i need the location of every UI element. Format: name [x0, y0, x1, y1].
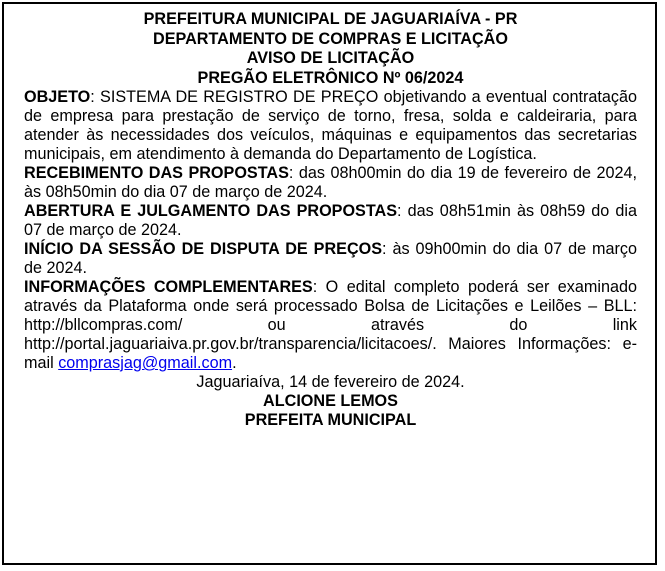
- abertura-text: : das 08h51min às 08h59 do dia 07 de março de 2024.: [24, 202, 637, 239]
- section-recebimento: [24, 164, 637, 202]
- objeto-label: OBJETO: [24, 88, 91, 106]
- recebimento-label: RECEBIMENTO DAS PROPOSTAS: [24, 164, 289, 182]
- info-label: INFORMAÇÕES COMPLEMENTARES: [24, 278, 313, 296]
- abertura-label: ABERTURA E JULGAMENTO DAS PROPOSTAS: [24, 202, 398, 220]
- header-department: DEPARTAMENTO DE COMPRAS E LICITAÇÃO: [153, 29, 508, 48]
- licitation-notice: [2, 2, 657, 565]
- section-abertura: [24, 202, 637, 240]
- header-pregao-number: PREGÃO ELETRÔNICO Nº 06/2024: [197, 68, 464, 87]
- recebimento-text: : das 08h00min do dia 19 de fevereiro de 2024, às 08h50min do dia 07 de março de 2024.: [24, 164, 637, 201]
- objeto-text: : SISTEMA DE REGISTRO DE PREÇO objetivando a eventual contratação de empresa para prestação de serviço de torno, fresa, solda e caldeiraria, para atender às necessidades dos veículos, máquinas e equipamentos das secretarias municipais, em atendimento à demanda do Departamento de Logística.: [24, 88, 637, 163]
- email-link[interactable]: comprasjag@gmail.com: [58, 354, 233, 372]
- info-end: .: [232, 354, 237, 372]
- inicio-text: : às 09h00min do dia 07 de março de 2024.: [24, 240, 638, 277]
- signer-title: PREFEITA MUNICIPAL: [244, 411, 417, 429]
- header-municipality: PREFEITURA MUNICIPAL DE JAGUARIAÍVA - PR: [143, 10, 518, 28]
- inicio-label: INÍCIO DA SESSÃO DE DISPUTA DE PREÇOS: [24, 240, 383, 258]
- section-informacoes: [24, 278, 637, 373]
- place-date: Jaguariaíva, 14 de fevereiro de 2024.: [196, 373, 465, 391]
- section-objeto: [24, 88, 637, 164]
- signer-name: ALCIONE LEMOS: [263, 392, 398, 410]
- info-text: : O edital completo poderá ser examinado através da Plataforma onde será processado Bolsa de Licitações e Leilões – BLL: http://bllcompras.com/ ou através do link http://portal.jaguariaiva.pr.gov.br/transparencia/licitacoes/. Maiores Informações: e-mail: [24, 278, 637, 372]
- header-notice-type: AVISO DE LICITAÇÃO: [246, 49, 415, 67]
- section-inicio: [24, 240, 637, 278]
